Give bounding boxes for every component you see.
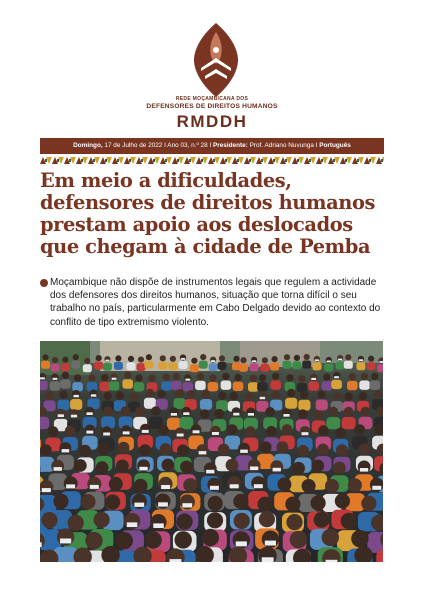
shield-leaf-logo-icon xyxy=(193,22,239,98)
president-label: Presidente: xyxy=(213,142,248,149)
issue-info-bar xyxy=(40,138,384,154)
decorative-pattern-strip xyxy=(40,157,384,164)
lead-block xyxy=(40,276,388,329)
lead-paragraph: Moçambique não dispõe de instrumentos legais que regulem a actividade dos defensores dos direitos humanos, situação que torna difícil o seu trabalho no país, particularmente em Cabo Delgado devido ao contexto do conflito de tipo extremismo violento. xyxy=(50,277,381,328)
president-name: Prof. Adriano Nuvunga I xyxy=(247,142,320,149)
org-name-line2: DEFENSORES DE DIREITOS HUMANOS xyxy=(146,103,278,110)
org-name-line1: REDE MOÇAMBICANA DOS xyxy=(175,96,249,102)
language-label: Português xyxy=(319,142,351,149)
issue-day: Domingo, xyxy=(73,142,103,149)
issue-date: 17 de Julho de 2022 I Ano 03, n.º 28 I xyxy=(102,142,213,149)
bullet-icon xyxy=(40,279,48,287)
org-acronym: RMDDH xyxy=(176,112,248,131)
crowd-photo-icon xyxy=(40,341,383,562)
article-headline: Em meio a dificuldades, defensores de direitos humanos prestam apoio aos deslocados que chegam à cidade de Pemba xyxy=(40,169,376,258)
